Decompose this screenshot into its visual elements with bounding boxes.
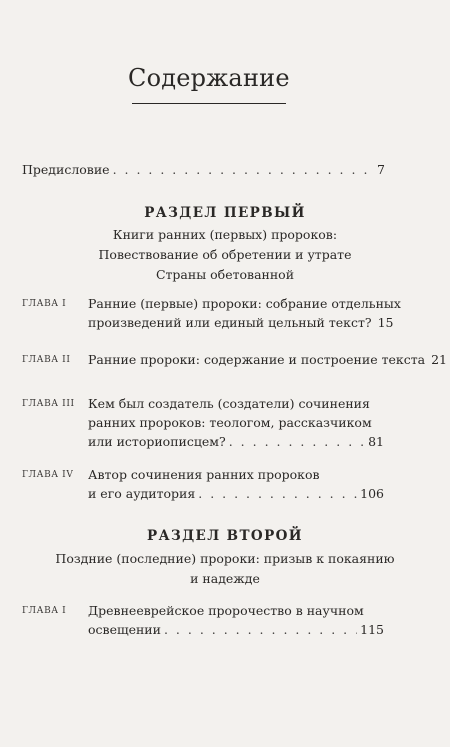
chapter-label: ГЛАВА IV [22, 470, 74, 480]
chapter-title-line: освещении [88, 622, 161, 637]
dot-leader [198, 484, 357, 503]
toc-entry-preface[interactable] [22, 160, 385, 179]
section-subtitle-1 [0, 225, 450, 285]
title-underline [132, 103, 286, 104]
chapter-page: 106 [360, 486, 384, 501]
chapter-title-line: Автор сочинения ранних пророков [88, 467, 320, 482]
preface-label: Предисловие [22, 162, 110, 177]
chapter-title-line: и его аудитория [88, 486, 196, 501]
section-subtitle-line: Страны обетованной [155, 267, 295, 282]
chapter-title-line: Древнееврейское пророчество в научном [88, 603, 364, 618]
section-heading-1: РАЗДЕЛ ПЕРВЫЙ [144, 205, 306, 221]
chapter-title-last-line [88, 350, 447, 369]
dot-leader [113, 160, 374, 179]
chapter-page: 81 [368, 434, 384, 449]
section-subtitle-line: Повествование об обретении и утрате [98, 247, 352, 262]
toc-entry-chapter-3[interactable] [88, 394, 384, 451]
toc-entry-chapter-2[interactable] [88, 350, 447, 369]
toc-entry-chapter-2-1[interactable] [88, 601, 384, 639]
toc-entry-chapter-1[interactable] [88, 294, 401, 332]
chapter-page: 15 [377, 315, 394, 330]
chapter-title-line: ранних пророков: теологом, рассказчиком [88, 415, 372, 430]
chapter-title-last-line [88, 484, 384, 503]
dot-leader [229, 432, 365, 451]
section-subtitle-line: Поздние (последние) пророки: призыв к покаянию [55, 551, 395, 566]
section-subtitle-line: Книги ранних (первых) пророков: [112, 227, 338, 242]
chapter-title-line: Кем был создатель (создатели) сочинения [88, 396, 370, 411]
chapter-title-last-line [88, 313, 394, 332]
section-heading-2: РАЗДЕЛ ВТОРОЙ [147, 528, 303, 544]
chapter-title-last-line [88, 620, 384, 639]
page-title: Содержание [128, 64, 290, 92]
chapter-title-line: или историописцем? [88, 434, 226, 449]
chapter-title-line: Ранние пророки: содержание и построение текста [88, 352, 426, 367]
preface-page: 7 [377, 162, 385, 177]
section-subtitle-2 [0, 549, 450, 589]
chapter-title-last-line [88, 432, 384, 451]
chapter-label: ГЛАВА I [22, 299, 67, 309]
chapter-page: 21 [431, 352, 447, 367]
chapter-label: ГЛАВА I [22, 606, 67, 616]
dot-leader [164, 620, 357, 639]
toc-entry-chapter-4[interactable] [88, 465, 384, 503]
chapter-label: ГЛАВА III [22, 399, 75, 409]
chapter-label: ГЛАВА II [22, 355, 71, 365]
section-subtitle-line: и надежде [190, 571, 260, 586]
chapter-title-line: Ранние (первые) пророки: собрание отдельных [88, 296, 401, 311]
chapter-page: 115 [360, 622, 384, 637]
chapter-title-line: произведений или единый цельный текст? [88, 315, 372, 330]
